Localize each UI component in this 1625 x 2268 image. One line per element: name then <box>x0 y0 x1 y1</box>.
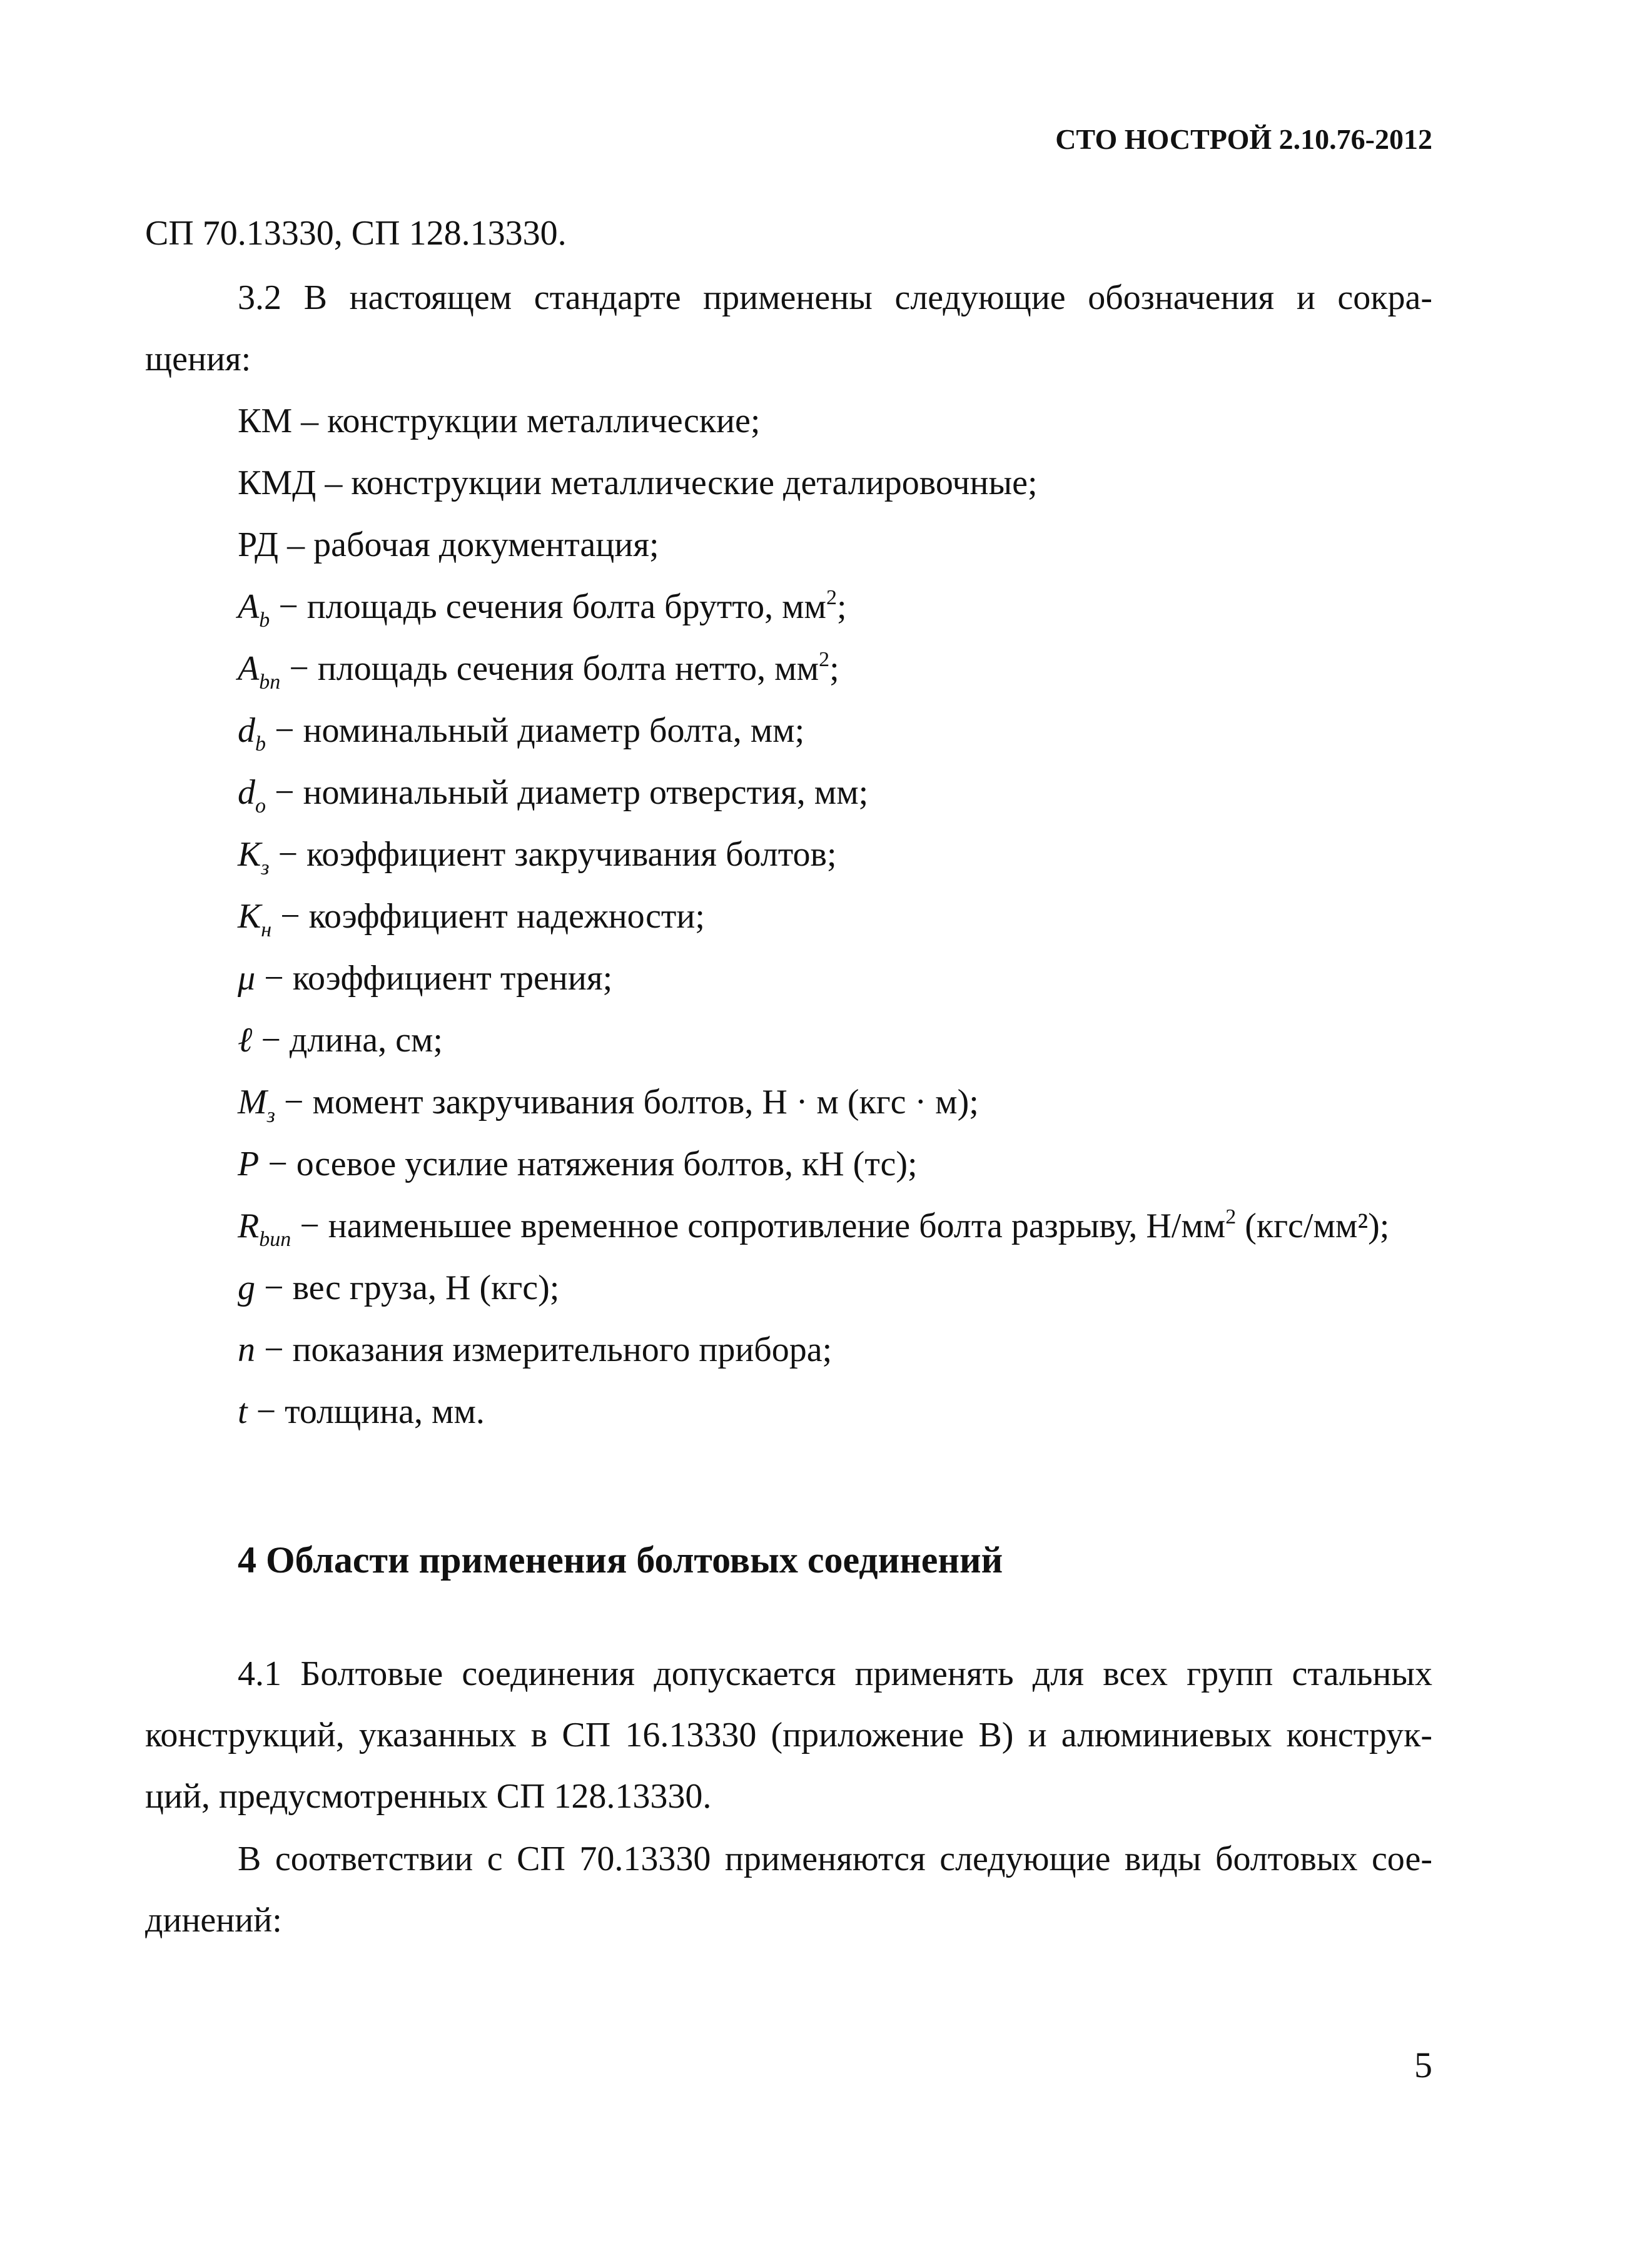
symbol-description: − номинальный диаметр отверстия, мм; <box>266 773 869 812</box>
symbol-item <box>238 1394 485 1429</box>
symbol-item <box>238 961 612 996</box>
section-4-para-2-line-2: динений: <box>145 1901 282 1940</box>
symbol-description-tail: ; <box>829 649 839 688</box>
symbol-description-tail: (кгс/мм²); <box>1236 1207 1390 1245</box>
abbreviation-description: – конструкции металлические деталировочные; <box>316 463 1038 502</box>
symbol-item <box>238 1023 443 1058</box>
symbol-subscript: bn <box>259 671 281 694</box>
symbol-subscript: з <box>266 1104 275 1127</box>
symbol-description: − площадь сечения болта брутто, мм <box>270 587 826 626</box>
symbol-subscript: bun <box>259 1228 291 1251</box>
symbol-description: − коэффициент надежности; <box>271 897 705 936</box>
abbreviation-term: РД <box>238 525 279 564</box>
symbol-letter: A <box>238 649 260 688</box>
symbol-description: − коэффициент трения; <box>255 959 613 998</box>
symbol-item <box>238 586 847 632</box>
page-number: 5 <box>1414 2045 1432 2085</box>
section-4-heading: 4 Области применения болтовых соединений <box>238 1539 1003 1581</box>
intro-line: СП 70.13330, СП 128.13330. <box>145 214 567 253</box>
symbol-description: − осевое усилие натяжения болтов, кН (тс); <box>259 1145 918 1183</box>
symbol-description: − момент закручивания болтов, Н · м (кгс · м); <box>275 1083 979 1121</box>
section-3-2-line-1: 3.2 В настоящем стандарте применены следующие обозначения и сокра- <box>238 278 1432 317</box>
symbol-item <box>238 773 869 818</box>
symbol-letter: К <box>238 835 261 874</box>
symbol-description: − толщина, мм. <box>247 1392 485 1431</box>
symbol-subscript: o <box>255 794 266 818</box>
abbreviation-term: КМ <box>238 402 293 440</box>
symbol-subscript: b <box>255 732 266 756</box>
document-code-header: СТО НОСТРОЙ 2.10.76-2012 <box>1055 123 1432 155</box>
symbol-item <box>238 1332 832 1367</box>
symbol-description: − показания измерительного прибора; <box>255 1330 833 1369</box>
symbol-item <box>238 897 705 941</box>
symbol-letter: ℓ <box>238 1021 253 1060</box>
symbol-item <box>238 1205 1390 1251</box>
abbreviation-description: – конструкции металлические; <box>292 402 761 440</box>
symbol-letter: d <box>238 773 255 812</box>
unit-superscript: 2 <box>1225 1205 1237 1228</box>
abbreviation-item <box>238 403 760 438</box>
symbol-description: − наименьшее временное сопротивление болта разрыву, Н/мм <box>291 1207 1226 1245</box>
symbol-letter: R <box>238 1207 260 1245</box>
abbreviation-item <box>238 527 659 562</box>
section-4-1-line-1: 4.1 Болтовые соединения допускается применять для всех групп стальных <box>238 1654 1432 1693</box>
abbreviation-term: КМД <box>238 463 316 502</box>
symbol-letter: М <box>238 1083 267 1121</box>
symbol-letter: A <box>238 587 260 626</box>
symbol-item <box>238 1270 559 1305</box>
symbol-letter: t <box>238 1392 248 1431</box>
symbol-description: − площадь сечения болта нетто, мм <box>280 649 819 688</box>
section-4-1-line-3: ций, предусмотренных СП 128.13330. <box>145 1777 712 1816</box>
symbol-item <box>238 1083 979 1127</box>
symbol-item <box>238 648 839 694</box>
symbol-letter: К <box>238 897 261 936</box>
symbol-item <box>238 1147 918 1182</box>
abbreviation-item <box>238 465 1038 500</box>
section-4-1-line-2: конструкций, указанных в СП 16.13330 (приложение В) и алюминиевых конструк- <box>145 1716 1432 1754</box>
symbol-letter: μ <box>238 959 256 998</box>
symbol-letter: g <box>238 1268 255 1307</box>
abbreviation-description: – рабочая документация; <box>278 525 659 564</box>
unit-superscript: 2 <box>826 586 837 609</box>
symbol-letter: d <box>238 711 255 750</box>
symbol-letter: n <box>238 1330 255 1369</box>
section-3-2-line-2: щения: <box>145 340 251 378</box>
symbol-description: − номинальный диаметр болта, мм; <box>266 711 805 750</box>
symbol-description: − вес груза, Н (кгс); <box>255 1268 560 1307</box>
section-4-para-2-line-1: В соответствии с СП 70.13330 применяются следующие виды болтовых сое- <box>238 1840 1432 1878</box>
symbol-item <box>238 835 837 879</box>
symbol-item <box>238 711 805 756</box>
unit-superscript: 2 <box>819 648 830 671</box>
symbol-subscript: н <box>261 918 272 941</box>
symbol-subscript: з <box>261 856 270 879</box>
symbol-description-tail: ; <box>836 587 847 626</box>
symbol-description: − коэффициент закручивания болтов; <box>269 835 837 874</box>
symbol-letter: P <box>238 1145 260 1183</box>
symbol-subscript: b <box>259 609 270 632</box>
symbol-description: − длина, см; <box>252 1021 443 1060</box>
